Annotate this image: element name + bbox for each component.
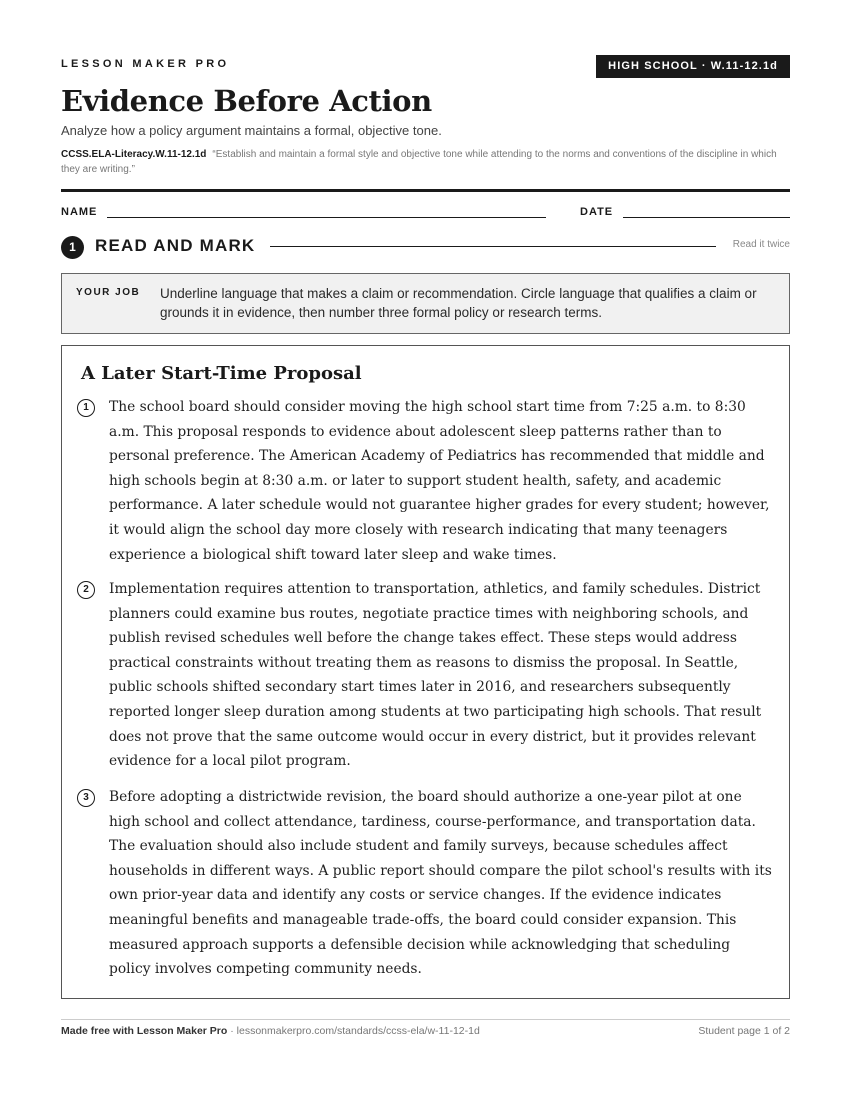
grade-standard-badge: HIGH SCHOOL · W.11-12.1d — [596, 55, 790, 78]
date-label: DATE — [580, 206, 614, 218]
page-indicator: Student page 1 of 2 — [698, 1025, 790, 1037]
worksheet-subtitle: Analyze how a policy argument maintains a formal, objective tone. — [61, 123, 442, 138]
name-date-row — [61, 206, 790, 222]
reading-passage — [61, 345, 790, 999]
footer-url: · lessonmakerpro.com/standards/ccss-ela/w-11-12-1d — [227, 1025, 480, 1037]
worksheet-title: Evidence Before Action — [61, 84, 432, 118]
paragraph: Before adopting a districtwide revision, the board should authorize a one-year pilot at one high school and collect attendance, tardiness, course-performance, and transportation data. The evaluation should also include student and family surveys, because schedules affect households in different ways. A public report should compare the pilot school's results with its own prior-year data and identify any costs or service changes. If the evidence indicates meaningful benefits and manageable trade-offs, the board could consider expansion. This measured approach supports a defensible decision while acknowledging that scheduling policy involves competing community needs. — [109, 789, 772, 978]
brand-name: LESSON MAKER PRO — [61, 58, 230, 70]
section-number-badge: 1 — [61, 236, 84, 259]
section-note: Read it twice — [732, 239, 790, 250]
section-divider — [270, 246, 716, 247]
instructions-label: YOUR JOB — [76, 287, 141, 298]
paragraph-number: 1 — [77, 399, 95, 417]
standard-text: “Establish and maintain a formal style and objective tone while attending to the norms and conventions of the discipline in which they are writing.” — [61, 149, 777, 175]
paragraph: The school board should consider moving the high school start time from 7:25 a.m. to 8:30 a.m. This proposal responds to evidence about adolescent sleep patterns rather than to personal preference. The American Academy of Pediatrics has recommended that middle and high schools begin at 8:30 a.m. or later to support student health, safety, and academic performance. A later schedule would not guarantee higher grades for every student; however, it would align the school day more closely with research indicating that many teenagers experience a biological shift toward later sleep and wake times. — [109, 399, 770, 563]
passage-title: A Later Start-Time Proposal — [81, 363, 362, 384]
paragraph-number: 3 — [77, 789, 95, 807]
paragraph-number: 2 — [77, 581, 95, 599]
standard-citation — [61, 147, 790, 177]
instructions-box — [61, 273, 790, 334]
name-label: NAME — [61, 206, 98, 218]
footer-divider — [61, 1019, 790, 1020]
header-divider — [61, 189, 790, 192]
footer-made-with: Made free with Lesson Maker Pro — [61, 1025, 228, 1037]
instructions-text: Underline language that makes a claim or recommendation. Circle language that qualifies a claim or grounds it in evidence, then number three formal policy or research terms. — [160, 286, 757, 320]
standard-code: CCSS.ELA-Literacy.W.11-12.1d — [61, 149, 207, 160]
paragraph: Implementation requires attention to transportation, athletics, and family schedules. District planners could examine bus routes, negotiate practice times with neighboring schools, and publish revised schedules well before the change takes effect. These steps would address practical constraints without treating them as reasons to dismiss the proposal. In Seattle, public schools shifted secondary start times later in 2016, and researchers subsequently reported longer sleep duration among students at two participating high schools. That result does not prove that the same outcome would occur in every district, but it provides relevant evidence for a local pilot program. — [109, 581, 762, 770]
name-field[interactable] — [107, 217, 546, 218]
top-bar — [61, 55, 790, 79]
section-header — [61, 235, 790, 259]
footer-credit — [61, 1025, 480, 1037]
date-field[interactable] — [623, 217, 790, 218]
section-title: READ AND MARK — [95, 236, 256, 255]
